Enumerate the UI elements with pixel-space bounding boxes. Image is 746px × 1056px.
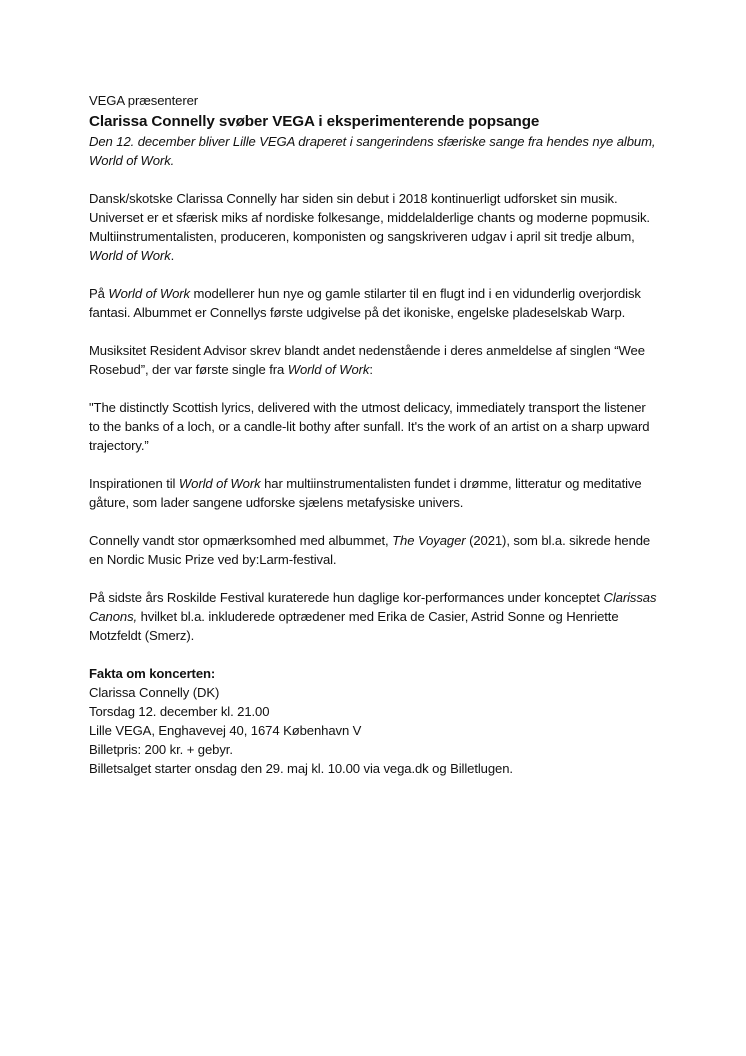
- document-page: [89, 91, 659, 778]
- paragraph-album: [89, 284, 659, 322]
- paragraph-roskilde-start: På sidste års Roskilde Festival kuraterede hun daglige kor-performances under konceptet: [89, 590, 604, 605]
- voyager-title: The Voyager: [392, 533, 466, 548]
- paragraph-voyager-text: (2021), som bl.a. sikrede hende en Nordic Music Prize ved by:Larm-festival.: [89, 533, 651, 567]
- paragraph-intro-end: .: [170, 248, 175, 263]
- facts-date: Torsdag 12. december kl. 21.00: [89, 704, 270, 719]
- paragraph-review-text: Musiksitet Resident Advisor skrev blandt andet nedenstående i deres anmeldelse af singlen “Wee Rosebud”, der var første single fra: [89, 343, 645, 377]
- paragraph-roskilde: [89, 588, 659, 645]
- album-title: World of Work: [89, 248, 171, 263]
- paragraph-voyager-start: Connelly vandt stor opmærksomhed med albummet,: [89, 533, 393, 548]
- paragraph-album-text: modellerer hun nye og gamle stilarter til en flugt ind i en vidunderlig overjordisk fantasi. Albummet er Connellys første udgivelse på det ikoniske, engelske pladeselskab Warp.: [89, 286, 641, 320]
- album-title: World of Work: [178, 476, 261, 491]
- lead-paragraph: Den 12. december bliver Lille VEGA draperet i sangerindens sfæriske sange fra hendes nye album, World of Work.: [89, 134, 656, 168]
- paragraph-inspiration-text: har multiinstrumentalisten fundet i drømme, litteratur og meditative gåture, som lader sangene udforske sjælens metafysiske univers.: [89, 476, 642, 510]
- headline: Clarissa Connelly svøber VEGA i eksperimenterende popsange: [89, 113, 540, 130]
- album-title: World of Work: [108, 286, 190, 301]
- canons-title: Clarissas Canons,: [89, 590, 657, 624]
- facts-title: Fakta om koncerten:: [89, 666, 216, 681]
- paragraph-intro-text: Dansk/skotske Clarissa Connelly har siden sin debut i 2018 kontinuerligt udforsket sin musik. Universet er et sfærisk miks af nordiske folkesange, middelalderlige chants og moderne popmusik. Multiinstrumentalisten, produceren, komponisten og sangskriveren udgav i april sit tredje album,: [89, 191, 650, 244]
- paragraph-roskilde-text: hvilket bl.a. inkluderede optrædener med Erika de Casier, Astrid Sonne og Henriette Motzfeldt (Smerz).: [89, 609, 619, 643]
- paragraph-album-start: På: [89, 286, 109, 301]
- album-title: World of Work: [287, 362, 370, 377]
- paragraph-review-end: :: [369, 362, 373, 377]
- concert-facts: [89, 664, 659, 778]
- review-quote: "The distinctly Scottish lyrics, delivered with the utmost delicacy, immediately transport the listener to the banks of a loch, or a candle-lit bothy after sunfall. It's the work of an artist on a sharp upward trajectory.”: [89, 400, 650, 453]
- paragraph-voyager: [89, 531, 659, 569]
- facts-sale: Billetsalget starter onsdag den 29. maj kl. 10.00 via vega.dk og Billetlugen.: [89, 761, 513, 776]
- kicker: VEGA præsenterer: [89, 93, 199, 108]
- facts-artist: Clarissa Connelly (DK): [89, 685, 220, 700]
- facts-price: Billetpris: 200 kr. + gebyr.: [89, 742, 233, 757]
- paragraph-inspiration: [89, 474, 659, 512]
- paragraph-review-intro: [89, 341, 659, 379]
- paragraph-intro: [89, 189, 659, 265]
- facts-venue: Lille VEGA, Enghavevej 40, 1674 København V: [89, 723, 362, 738]
- paragraph-inspiration-start: Inspirationen til: [89, 476, 179, 491]
